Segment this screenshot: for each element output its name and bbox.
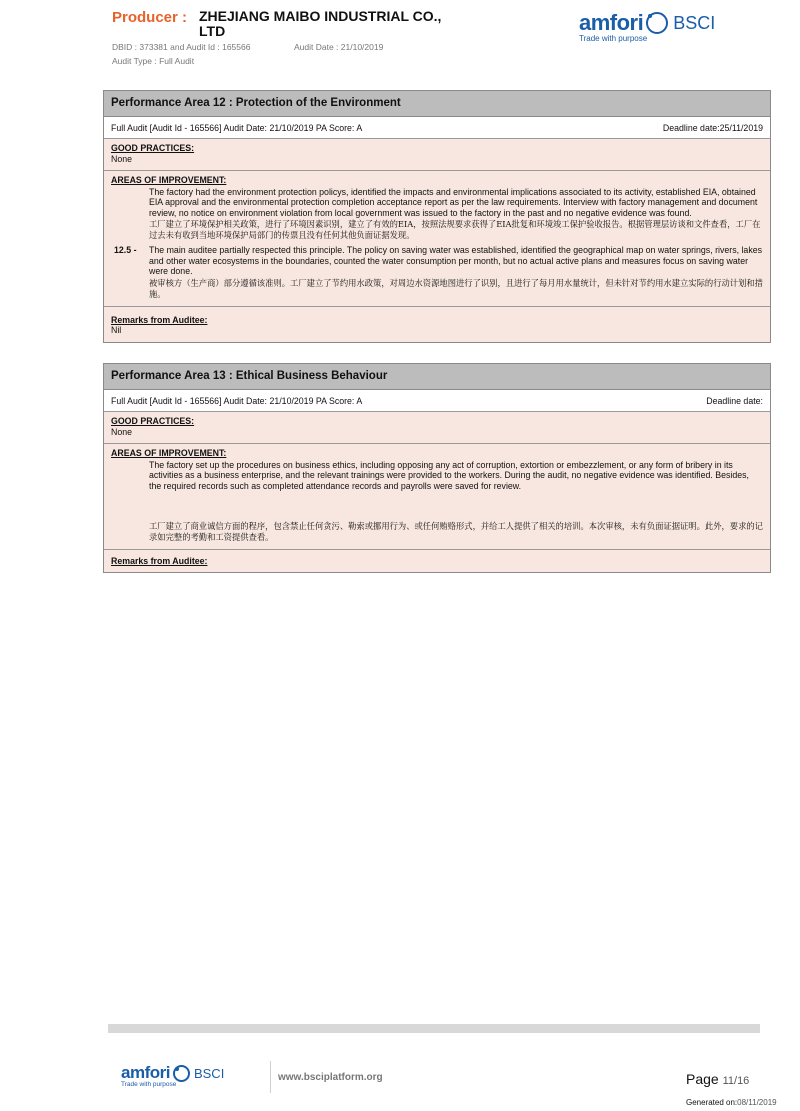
footer-logo-ring-icon — [173, 1065, 190, 1082]
good-practices-value: None — [111, 153, 133, 164]
website-link[interactable]: www.bsciplatform.org — [278, 1072, 383, 1083]
page-label: Page — [686, 1071, 719, 1087]
producer-label: Producer : — [112, 9, 188, 26]
logo-ring-icon — [646, 12, 668, 34]
list-item — [111, 460, 763, 544]
page-indicator — [686, 1071, 749, 1087]
item-text-en: The factory had the environment protection policys, identified the impacts and environmental implications associated to its activity, established EIA, obtained EIA approval and the environmental protection completion acceptance report as per the law requirements. Interview with factory management and document review, no notice on environment violation from local government was issued to the factory in the past and no negative evidence was found. — [149, 186, 758, 218]
page-number: 11/16 — [722, 1075, 750, 1087]
item-number: 12.5 - — [114, 245, 137, 255]
footer-amfori-bsci-logo — [121, 1063, 251, 1093]
good-practices-label: GOOD PRACTICES: — [111, 143, 195, 153]
footer-logo-brand: BSCI — [193, 1065, 225, 1081]
remarks-label: Remarks from Auditee: — [111, 314, 208, 325]
item-number — [111, 187, 149, 242]
audit-line — [104, 117, 770, 139]
generated-date: 08/11/2019 — [737, 1098, 777, 1107]
performance-area-13 — [103, 363, 771, 573]
areas-of-improvement-block — [104, 444, 770, 550]
amfori-bsci-logo — [579, 10, 739, 50]
item-text-en: The factory set up the procedures on business ethics, including opposing any act of corruption, extortion or embezzlement, or any form of bribery in its activities as a business enterprise, and the relevant trainings were provided to the workers. During the audit, no negative evidence was identified. Besides, the required records such as completed attendance records and payrolls were saved for review. — [149, 459, 749, 491]
generated-on — [686, 1098, 777, 1107]
audit-type-text: Audit Type : Full Audit — [112, 56, 195, 66]
list-item — [111, 245, 763, 300]
areas-label: AREAS OF IMPROVEMENT: — [111, 448, 227, 458]
remarks-label: Remarks from Auditee: — [111, 556, 208, 566]
item-text-en: The main auditee partially respected this principle. The policy on saving water was established, identified the geographical map on water springs, rivers, lakes and other water ecosystems in the boundaries, counted the water consumption per month, but no actual active plans and measures focus on saving water were done. — [149, 245, 763, 276]
good-practices-value: None — [111, 426, 133, 437]
audit-line — [104, 390, 770, 412]
areas-label: AREAS OF IMPROVEMENT: — [111, 175, 227, 185]
deadline-date: Deadline date:25/11/2019 — [662, 123, 763, 133]
good-practices-block — [104, 412, 770, 444]
audit-info: Full Audit [Audit Id - 165566] Audit Date: 21/10/2019 PA Score: A — [111, 123, 363, 133]
deadline-date: Deadline date: — [706, 396, 763, 406]
performance-area-12 — [103, 90, 771, 343]
remarks-value: Nil — [111, 325, 122, 335]
dbid-text: DBID : 373381 and Audit Id : 165566 — [112, 42, 251, 52]
remarks-block — [104, 550, 770, 572]
good-practices-label: GOOD PRACTICES: — [111, 416, 195, 426]
footer-divider — [270, 1061, 271, 1093]
remarks-block — [104, 307, 770, 342]
section-title: Performance Area 13 : Ethical Business Behaviour — [104, 364, 770, 390]
areas-of-improvement-block — [104, 171, 770, 307]
logo-brand: BSCI — [673, 12, 716, 33]
item-number — [111, 460, 149, 544]
item-text-cn: 被审核方（生产商）部分遵循该准则。工厂建立了节约用水政策，对周边水资源地图进行了识别，且进行了每月用水量统计，但未针对节约用水建立实际的行动计划和措施。 — [149, 277, 763, 299]
list-item — [111, 187, 763, 242]
good-practices-block — [104, 139, 770, 171]
footer-bar — [108, 1024, 760, 1033]
footer-logo-tagline: Trade with purpose — [121, 1081, 177, 1088]
producer-name: ZHEJIANG MAIBO INDUSTRIAL CO., LTD — [199, 8, 442, 39]
section-title: Performance Area 12 : Protection of the Environment — [104, 91, 770, 117]
generated-label: Generated on: — [686, 1098, 738, 1107]
logo-tagline: Trade with purpose — [579, 34, 648, 43]
item-text-cn: 工厂建立了商业诚信方面的程序，包含禁止任何贪污、勒索或挪用行为、或任何贿赂形式，并给工人提供了相关的培训。本次审核，未有负面证据证明。此外，要求的记录如完整的考勤和工资提供查看。 — [149, 521, 763, 542]
logo-word: amfori — [579, 10, 644, 35]
item-text-cn: 工厂建立了环境保护相关政策，进行了环境因素识别，建立了有效的EIA，按照法规要求获得了EIA批复和环境竣工保护验收报告。根据管理层访谈和文件查看，工厂在过去未有收到当地环境保护局部门的传票且没有任何其他负面证据发现。 — [149, 219, 761, 240]
audit-info: Full Audit [Audit Id - 165566] Audit Date: 21/10/2019 PA Score: A — [111, 396, 363, 406]
audit-date-text: Audit Date : 21/10/2019 — [294, 42, 384, 52]
footer-logo-word: amfori — [121, 1063, 170, 1082]
